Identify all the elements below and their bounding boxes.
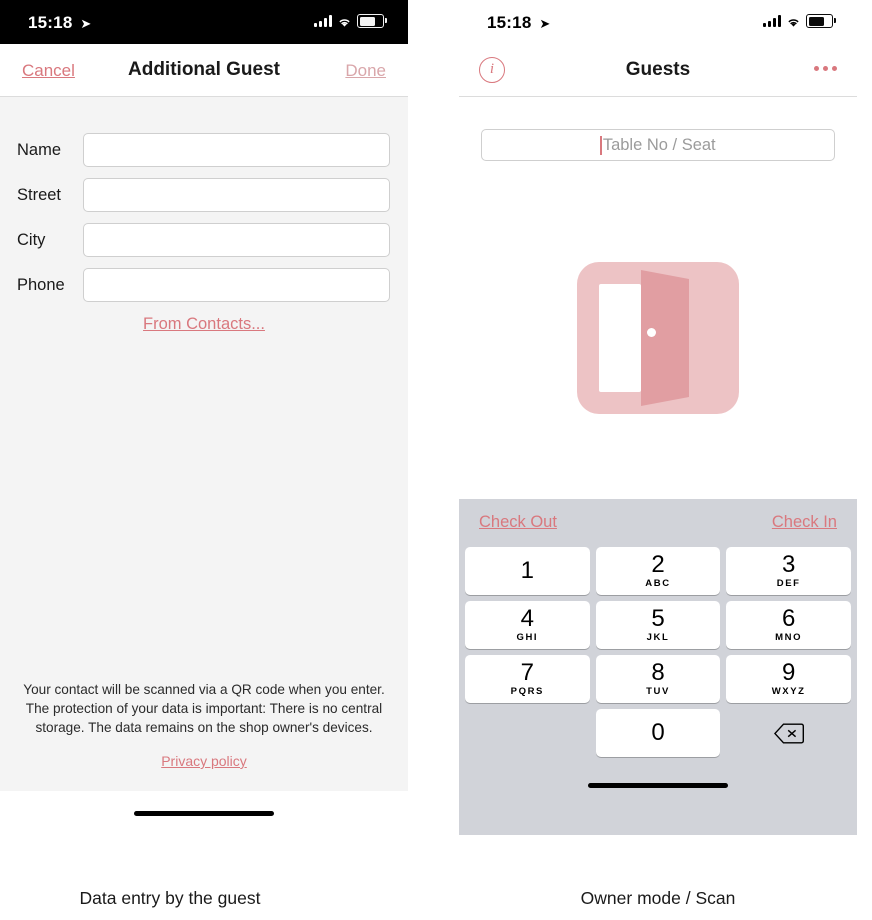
- status-bar-indicators: [763, 14, 833, 28]
- status-bar-time-text: 15:18: [28, 13, 73, 32]
- phone-label: Phone: [17, 275, 65, 294]
- status-bar-indicators: [314, 14, 384, 28]
- more-options-icon[interactable]: [814, 66, 837, 71]
- door-open-leaf: [641, 270, 689, 406]
- key-blank-left: [465, 709, 590, 757]
- key-2-number: 2: [651, 551, 665, 578]
- key-1-number: 1: [520, 556, 534, 584]
- key-6-number: 6: [781, 605, 796, 632]
- phone-screen-owner-mode: [459, 0, 857, 862]
- city-input[interactable]: [83, 223, 390, 257]
- key-4[interactable]: [465, 601, 590, 649]
- battery-icon: [806, 14, 833, 28]
- cellular-signal-icon: [314, 15, 332, 27]
- street-label: Street: [17, 185, 62, 204]
- battery-icon: [357, 14, 384, 28]
- key-6-letters: MNO: [775, 632, 803, 643]
- key-3-letters: DEF: [776, 578, 801, 589]
- page-title: Guests: [625, 59, 691, 80]
- form-row-phone: [0, 270, 408, 300]
- privacy-policy-link[interactable]: Privacy policy: [161, 753, 247, 769]
- wifi-icon: [786, 15, 801, 27]
- key-0[interactable]: [596, 709, 721, 757]
- key-5[interactable]: [596, 601, 721, 649]
- key-4-number: 4: [520, 605, 534, 632]
- key-5-letters: JKL: [646, 632, 670, 643]
- status-bar-time: [28, 13, 92, 33]
- key-8-number: 8: [651, 659, 665, 686]
- from-contacts-link[interactable]: From Contacts...: [143, 315, 265, 333]
- form-field-list: [0, 97, 408, 300]
- home-indicator[interactable]: [134, 811, 274, 816]
- key-2[interactable]: [596, 547, 721, 595]
- key-8-letters: TUV: [646, 686, 670, 697]
- phone-screen-guest-form: [0, 0, 408, 862]
- caption-right: Owner mode / Scan: [580, 888, 736, 908]
- key-6[interactable]: [726, 601, 851, 649]
- key-1[interactable]: [465, 547, 590, 595]
- owner-mode-body: [459, 97, 857, 835]
- check-in-button[interactable]: Check In: [771, 513, 837, 531]
- form-row-street: [0, 180, 408, 210]
- key-0-number: 0: [651, 719, 665, 746]
- key-4-letters: GHI: [516, 632, 539, 643]
- location-arrow-icon: ➤: [539, 16, 551, 31]
- numeric-keypad: [459, 547, 857, 763]
- open-door-icon: [577, 262, 739, 414]
- key-7-number: 7: [520, 659, 534, 686]
- home-indicator[interactable]: [588, 783, 728, 788]
- key-2-letters: ABC: [645, 578, 671, 589]
- table-seat-placeholder: Table No / Seat: [602, 135, 716, 154]
- table-seat-input[interactable]: [481, 129, 835, 161]
- text-caret: [600, 136, 602, 155]
- form-row-name: [0, 135, 408, 165]
- name-input[interactable]: [83, 133, 390, 167]
- city-label: City: [17, 230, 46, 249]
- navigation-bar: [0, 44, 408, 97]
- key-3-number: 3: [781, 551, 796, 578]
- caption-left: Data entry by the guest: [79, 888, 261, 908]
- cancel-button[interactable]: Cancel: [22, 61, 75, 80]
- privacy-disclaimer-text: Your contact will be scanned via a QR code when you enter. The protection of your data is important: There is no central storage. The data remains on the shop owner's devices.: [23, 682, 385, 735]
- home-indicator-area: [0, 791, 408, 863]
- navigation-bar: [459, 44, 857, 97]
- key-7-letters: PQRS: [510, 686, 544, 697]
- home-indicator-area: [459, 763, 857, 835]
- status-bar: [0, 0, 408, 44]
- door-panel: [599, 284, 641, 392]
- key-7[interactable]: [465, 655, 590, 703]
- location-arrow-icon: ➤: [80, 16, 92, 31]
- check-out-button[interactable]: Check Out: [479, 513, 557, 531]
- cellular-signal-icon: [763, 15, 781, 27]
- name-label: Name: [17, 140, 62, 159]
- status-bar: [459, 0, 857, 44]
- door-knob: [647, 328, 656, 337]
- street-input[interactable]: [83, 178, 390, 212]
- status-bar-time-text: 15:18: [487, 13, 532, 32]
- done-button[interactable]: Done: [345, 61, 386, 80]
- page-title: Additional Guest: [128, 59, 280, 80]
- key-9-letters: WXYZ: [771, 686, 806, 697]
- check-actions-row: [459, 499, 857, 547]
- guest-form: [0, 97, 408, 791]
- delete-backward-icon[interactable]: [726, 709, 851, 757]
- phone-input[interactable]: [83, 268, 390, 302]
- keypad-panel: [459, 499, 857, 835]
- form-row-city: [0, 225, 408, 255]
- key-5-number: 5: [651, 605, 665, 632]
- status-bar-time: [487, 13, 551, 33]
- key-9[interactable]: [726, 655, 851, 703]
- delete-glyph: [774, 723, 804, 744]
- key-3[interactable]: [726, 547, 851, 595]
- info-icon[interactable]: i: [479, 57, 505, 83]
- key-8[interactable]: [596, 655, 721, 703]
- key-9-number: 9: [781, 659, 796, 686]
- wifi-icon: [337, 15, 352, 27]
